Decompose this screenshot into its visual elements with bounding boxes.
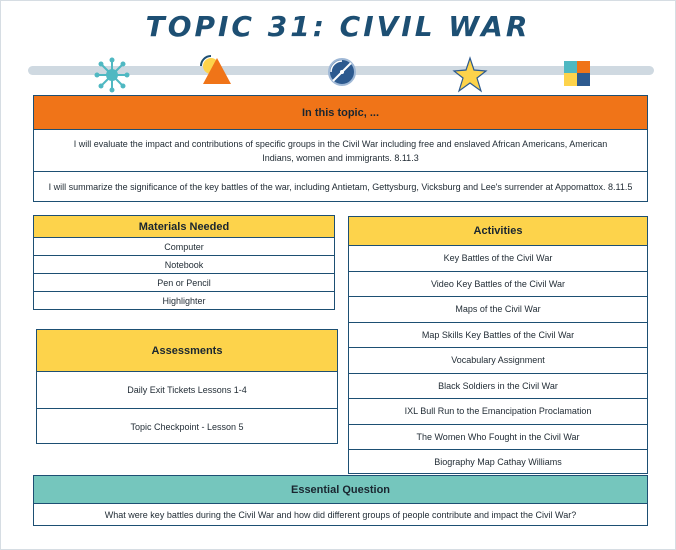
activities-box [348,216,648,474]
activity-item: Maps of the Civil War [349,296,647,322]
activity-item: The Women Who Fought in the Civil War [349,424,647,450]
materials-box [33,215,335,310]
color-blocks-icon [558,55,596,93]
sun-triangle-icon [197,52,235,90]
materials-item: Highlighter [34,291,334,309]
atom-icon [93,56,131,94]
activity-item: Map Skills Key Battles of the Civil War [349,322,647,348]
materials-item: Pen or Pencil [34,273,334,291]
materials-header: Materials Needed [34,216,334,237]
in-this-topic-box [33,95,648,202]
materials-item: Notebook [34,255,334,273]
activity-item: IXL Bull Run to the Emancipation Proclamation [349,398,647,424]
topic-objective-2: I will summarize the significance of the key battles of the war, including Antietam, Gettysburg, Vicksburg and Lee's surrender at Appomattox. 8.11.5 [34,171,647,201]
activity-item: Key Battles of the Civil War [349,245,647,271]
page-title: TOPIC 31: CIVIL WAR [145,10,531,43]
in-this-topic-header: In this topic, ... [34,96,647,129]
compass-globe-icon [323,53,361,91]
activities-header: Activities [349,217,647,245]
activity-item: Biography Map Cathay Williams [349,449,647,475]
assessments-box [36,329,338,444]
materials-item: Computer [34,237,334,255]
essential-question-text: What were key battles during the Civil War and how did different groups of people contribute and impact the Civil War? [34,503,647,525]
assessment-item: Daily Exit Tickets Lessons 1-4 [37,371,337,408]
activity-item: Vocabulary Assignment [349,347,647,373]
activity-item: Black Soldiers in the Civil War [349,373,647,399]
essential-question-box [33,475,648,526]
assessment-item: Topic Checkpoint - Lesson 5 [37,408,337,444]
star-icon [451,56,489,94]
activity-item: Video Key Battles of the Civil War [349,271,647,297]
topic-objective-1: I will evaluate the impact and contributions of specific groups in the Civil War including free and enslaved African Americans, American Indians, women and immigrants. 8.11.3 [34,129,647,171]
essential-question-header: Essential Question [34,476,647,503]
assessments-header: Assessments [37,330,337,371]
